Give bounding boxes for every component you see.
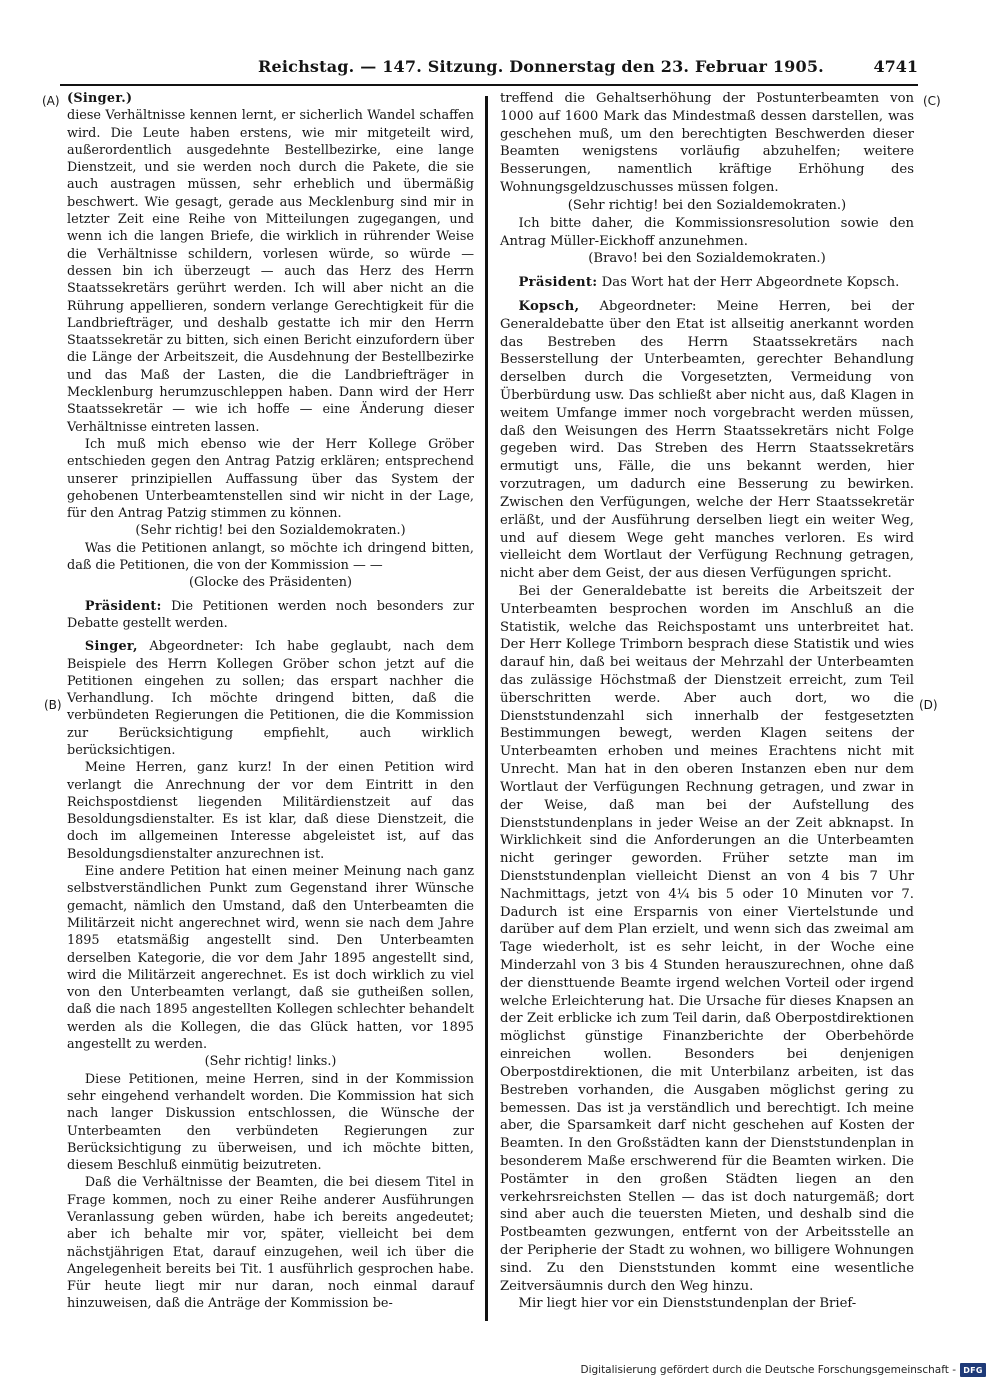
speech-text: Die Petitionen werden noch besonders zur Debatte gestellt werden. <box>67 598 474 631</box>
paragraph: Was die Petitionen anlangt, so möchte ich dringend bitten, daß die Petitionen, die von der Kommission — — <box>67 540 474 574</box>
speaker-name: Singer, <box>84 639 138 655</box>
running-title: Reichstag. — 147. Sitzung. Donnerstag den 23. Februar 1905. <box>258 57 824 76</box>
paragraph: Mir liegt hier vor ein Dienststundenplan der Brief- <box>518 1296 857 1312</box>
paragraph: Eine andere Petition hat einen meiner Meinung nach ganz selbstverständlichen Punkt zum Gegenstand ihrer Wünsche gemacht, nämlich den Umstand, daß den Unterbeamten die Militärzeit nicht angerechnet wird, wenn sie nach dem Jahre 1895 etatsmäßig angestellt sind. Den Unterbeamten derselben Kategorie, die vor dem Jahr 1895 angestellt sind, wird die Militärzeit angerechnet. Es ist doch wirklich zu viel von den Unterbeamten verlangt, daß sie gutheißen sollen, daß die nach 1895 angestellten Kollegen schlechter behandelt werden als die Kollegen, die das Glück hatten, vor 1895 angestellt zu werden. <box>67 864 474 1053</box>
interjection: (Sehr richtig! bei den Sozialdemokraten.) <box>567 197 847 213</box>
speaker-name: Präsident: <box>84 598 162 614</box>
speech-text: Das Wort hat der Herr Abgeordnete Kopsch. <box>597 275 900 291</box>
speaker-name: Präsident: <box>518 275 598 291</box>
digitization-footer <box>580 1363 986 1377</box>
paragraph: diese Verhältnisse kennen lernt, er sicherlich Wandel schaffen wird. Die Leute haben erstens, wie mir mitgeteilt wird, außerordentlich ausgedehnte Bestellbezirke, eine lange Dienstzeit, und sie werden noch durch die Pakete, die sie auch austragen müssen, sehr erheblich und übermäßig beschwert. Wie gesagt, gerade aus Mecklenburg sind mir in letzter Zeit eine Reihe von Mitteilungen zugegangen, und wenn ich die langen Briefe, die wirklich in rührender Weise die Verhältnisse schildern, vorlesen würde, so würde — dessen bin ich überzeugt — auch das Herz des Herrn Staatssekretärs gerührt werden. Ich will aber nicht an die Rührung appellieren, sondern verlange Gerechtigkeit für die Landbriefträger, und deshalb gestatte ich mir den Herrn Staatssekretär zu bitten, sich einen Bericht einzufordern über die Länge der Arbeitszeit, die Ausdehnung der Bestellbezirke und das Maß der Lasten, die die Landbriefträger in Mecklenburg herumzuschleppen haben. Dann wird der Herr Staatssekretär — wie ich hoffe — eine Änderung dieser Verhältnisse eintreten lassen. <box>67 108 474 435</box>
margin-marker-d: (D) <box>919 698 938 712</box>
paragraph: Bei der Generaldebatte ist bereits die Arbeitszeit der Unterbeamten besprochen worden im Anschluß an die Statistik, welche das Reichspostamt uns unterbreitet hat. Der Herr Kollege Trimborn besprach diese Statistik und wies darauf hin, daß bei weitaus der Mehrzahl der Unterbeamten das zulässige Höchstmaß der Dienstzeit erreicht, zum Teil überschritten werde. Aber auch dort, wo die Dienststundenzahl sich innerhalb der festgesetzten Bestimmungen bewegt, werden Klagen seitens der Unterbeamten erhoben und meines Erachtens nicht mit Unrecht. Man hat in den oberen Instanzen eben nur dem Wortlaut der Verfügungen Rechnung getragen, und zwar in der Weise, daß man bei der Aufstellung des Dienststundenplans in jeder Weise an der Zeit abknapst. In Wirklichkeit sind die Anforderungen an die Unterbeamten nicht geringer geworden. Früher setzte man im Dienststundenplan vielleicht Dienst an von 4 bis 7 Uhr Nachmittags, jetzt von 4¼ bis 5 oder 10 Minuten vor 7. Dadurch ist eine Ersparnis von einer Viertelstunde und darüber auf dem Plan erzielt, und wenn sich das zweimal am Tage wiederholt, ist es sehr leicht, in der Woche eine Minderzahl von 3 bis 4 Stunden herauszurechnen, ohne daß der diensttuende Beamte irgend welchen Vorteil oder irgend welche Erleichterung hat. Die Ursache für dieses Knapsen an der Zeit erblicke ich zum Teil darin, daß Oberpostdirektionen möglichst günstige Finanzberichte der Oberbehörde einreichen wollen. Besonders bei denjenigen Oberpostdirektionen, die mit Unterbilanz arbeiten, ist das Bestreben vorhanden, die Ausgaben möglichst gering zu bemessen. Das ist ja verständlich und berechtigt. Ich meine aber, die Sparsamkeit darf nicht geschehen auf Kosten der Beamten. In den Großstädten kann der Dienststundenplan in besonderem Maße erschwerend für die Beamten wirken. Die Postämter in den großen Städten liegen an den verkehrsreichsten Stellen — das ist doch naturgemäß; dort sind aber auch die teuersten Mieten, und deshalb sind die Postbeamten gezwungen, entfernt von der Arbeitsstelle an der Peripherie der Stadt zu wohnen, wo billigere Wohnungen sind. Zu den Dienststunden kommt eine wesentliche Zeitversäumnis durch den Weg hinzu. <box>500 583 914 1294</box>
margin-marker-a: (A) <box>42 94 60 108</box>
left-column <box>67 90 474 1313</box>
right-column <box>500 90 914 1313</box>
interjection: (Bravo! bei den Sozialdemokraten.) <box>588 251 826 267</box>
speaker-continuation: (Singer.) <box>67 91 133 106</box>
paragraph: treffend die Gehaltserhöhung der Postunterbeamten von 1000 auf 1600 Mark das Mindestmaß dessen darstellen, was geschehen muß, um den berechtigten Beschwerden dieser Beamten wenigstens vorläufig abzuhelfen; weitere Besserungen, namentlich kräftige Erhöhung des Wohnungsgeldzuschusses müssen folgen. <box>500 91 914 196</box>
column-divider <box>485 96 488 1321</box>
page-number: 4741 <box>873 57 918 76</box>
speech-kopsch <box>500 298 914 583</box>
footer-credit: Digitalisierung gefördert durch die Deutsche Forschungsgemeinschaft - <box>580 1364 956 1376</box>
speaker-name: Kopsch, <box>518 298 580 314</box>
speech-singer <box>67 638 474 759</box>
paragraph: Diese Petitionen, meine Herren, sind in der Kommission sehr eingehend verhandelt worden. Die Kommission hat sich nach langer Diskussion entschlossen, die Wünsche der Unterbeamten den verbündeten Regierungen zur Berücksichtigung zu überweisen, und ich möchte bitten, diesem Beschluß einmütig beizutreten. <box>67 1071 474 1174</box>
speech-president <box>67 598 474 633</box>
paragraph: Meine Herren, ganz kurz! In der einen Petition wird verlangt die Anrechnung der vor dem Eintritt in den Reichspostdienst liegenden Militärdienstzeit auf das Besoldungsdienstalter. Es ist klar, daß diese Dienstzeit, die doch im allgemeinen Interesse abgeleistet ist, auf das Besoldungsdienstalter anzurechnen ist. <box>67 760 474 862</box>
dfg-logo-icon: DFG <box>960 1363 986 1377</box>
interjection: (Glocke des Präsidenten) <box>189 575 352 591</box>
paragraph: Ich muß mich ebenso wie der Herr Kollege Gröber entschieden gegen den Antrag Patzig erklären; entsprechend unserer prinzipiellen Auffassung über das System der gehobenen Unterbeamtenstellen sind wir nicht in der Lage, für den Antrag Patzig stimmen zu können. <box>67 436 474 522</box>
interjection: (Sehr richtig! bei den Sozialdemokraten.) <box>135 523 406 539</box>
speech-text: Abgeordneter: Meine Herren, bei der Generaldebatte über den Etat ist allseitig anerkannt worden das Bestreben des Herrn Staatssekretärs nach Besserstellung der Unterbeamten, gerechter Behandlung derselben durch die Vorgesetzten, Vermeidung von Überbürdung usw. Das schließt aber nicht aus, daß Klagen in weitem Umfange immer noch vorgebracht werden müssen, daß den Weisungen des Herrn Staatssekretärs nicht Folge gegeben wird. Das Streben des Herrn Staatssekretärs ermutigt uns, Fälle, die uns bekannt werden, hier vorzutragen, um dadurch eine Besserung zu bewirken. Zwischen den Verfügungen, welche der Herr Staatssekretär erläßt, und der Ausführung derselben liegt ein weiter Weg, und auf diesem Wege geht manches verloren. Es wird vielleicht dem Wortlaut der Verfügung Rechnung getragen, nicht aber dem Geist, der aus diesen Verfügungen spricht. <box>500 298 914 582</box>
paragraph: Daß die Verhältnisse der Beamten, die bei diesem Titel in Frage kommen, noch zu einer Reihe anderer Ausführungen Veranlassung geben würden, habe ich bereits angedeutet; aber ich behalte mir vor, später, vielleicht bei dem nächstjährigen Etat, darauf einzugehen, weil ich über die Angelegenheit bereits bei Tit. 1 ausführlich gesprochen habe. Für heute liegt mir nur daran, noch einmal darauf hinzuweisen, daß die Anträge der Kommission be- <box>67 1175 474 1312</box>
interjection: (Sehr richtig! links.) <box>204 1054 337 1070</box>
page-header <box>60 55 918 81</box>
speech-text: Abgeordneter: Ich habe geglaubt, nach dem Beispiele des Herrn Kollegen Gröber schon jetzt auf die Petitionen eingehen zu sollen; das erspart nachher die Verhandlung. Ich möchte dringend bitten, daß die verbündeten Regierungen die Petitionen, die die Kommission zur Berücksichtigung empfiehlt, auch wirklich berücksichtigen. <box>67 639 474 758</box>
speech-president <box>500 274 914 292</box>
margin-marker-b: (B) <box>44 698 62 712</box>
paragraph: Ich bitte daher, die Kommissionsresolution sowie den Antrag Müller-Eickhoff anzunehmen. <box>500 215 914 249</box>
margin-marker-c: (C) <box>923 94 941 108</box>
header-rule <box>60 84 918 86</box>
